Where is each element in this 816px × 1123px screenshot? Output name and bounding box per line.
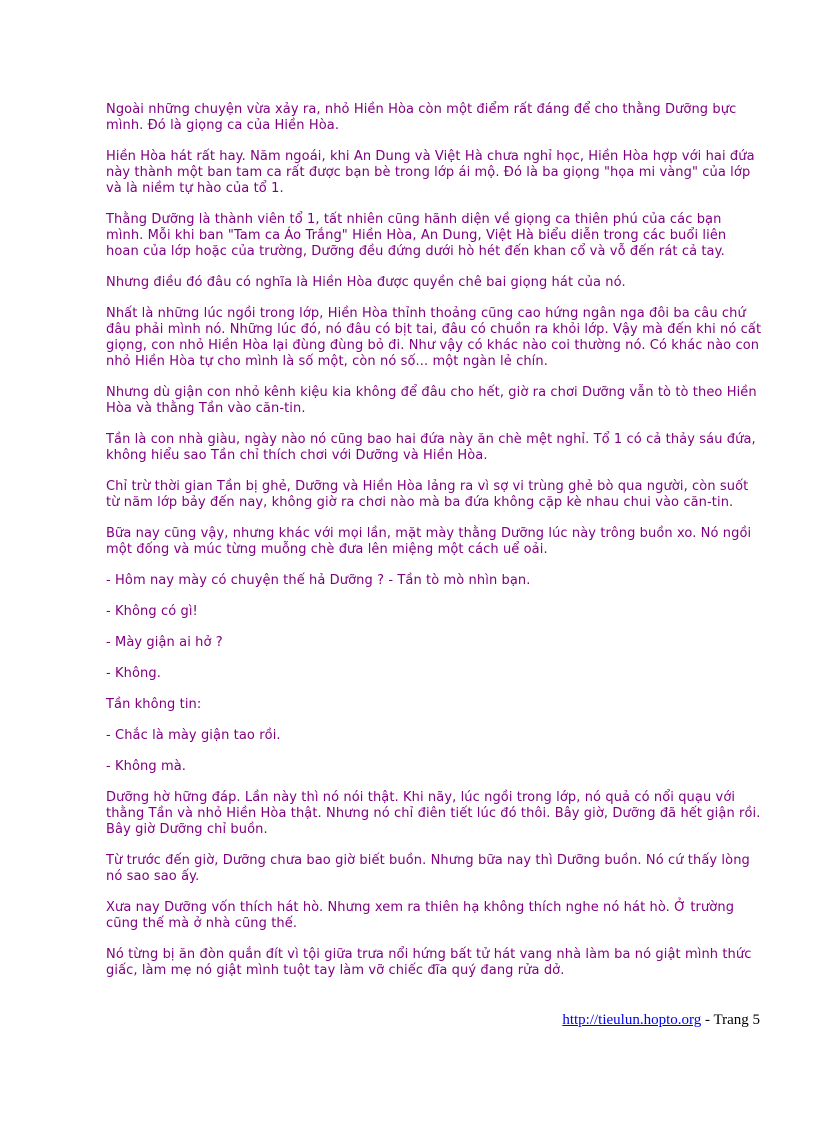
dialogue-line: - Không mà. bbox=[106, 759, 187, 774]
page-number: - Trang 5 bbox=[701, 1012, 760, 1028]
page-footer bbox=[562, 1012, 760, 1029]
paragraph: Nhất là những lúc ngồi trong lớp, Hiền Hòa thỉnh thoảng cũng cao hứng ngân nga đôi ba câu chứ đâu phải mình nó. Những lúc đó, nó đâu có bịt tai, đâu có chuồn ra khỏi lớp. Vậy mà đến khi nó cất giọng, con nhỏ Hiền Hòa lại đùng đùng bỏ đi. Như vậy có khác nào coi thường nó. Có khác nào con nhỏ Hiền Hòa tự cho mình là số một, còn nó số... một ngàn lẻ chín. bbox=[106, 306, 762, 369]
paragraph: Xưa nay Dưỡng vốn thích hát hò. Nhưng xem ra thiên hạ không thích nghe nó hát hò. Ở trường cũng thế mà ở nhà cũng thế. bbox=[106, 900, 735, 931]
story-text bbox=[106, 102, 762, 994]
dialogue-line: - Mày giận ai hở ? bbox=[106, 635, 223, 650]
dialogue-line: - Hôm nay mày có chuyện thế hả Dưỡng ? - Tần tò mò nhìn bạn. bbox=[106, 573, 531, 588]
paragraph: Bữa nay cũng vậy, nhưng khác với mọi lần, mặt mày thằng Dưỡng lúc này trông buồn xo. Nó ngồi một đống và múc từng muỗng chè đưa lên miệng một cách uể oải. bbox=[106, 526, 752, 557]
dialogue-line: - Không có gì! bbox=[106, 604, 198, 619]
paragraph: Chỉ trừ thời gian Tần bị ghẻ, Dưỡng và Hiền Hòa lảng ra vì sợ vi trùng ghẻ bò qua người, còn suốt từ năm lớp bảy đến nay, không giờ ra chơi nào mà ba đứa không cặp kè nhau chui vào căn-tin. bbox=[106, 479, 749, 510]
paragraph: Thằng Dưỡng là thành viên tổ 1, tất nhiên cũng hãnh diện về giọng ca thiên phú của các bạn mình. Mỗi khi ban "Tam ca Áo Trắng" Hiền Hòa, An Dung, Việt Hà biểu diễn trong các buổi liên hoan của lớp hoặc của trường, Dưỡng đều đứng dưới hò hét đến khan cổ và vỗ đến rát cả tay. bbox=[106, 212, 727, 259]
dialogue-line: - Chắc là mày giận tao rồi. bbox=[106, 728, 281, 743]
source-link[interactable]: http://tieulun.hopto.org bbox=[562, 1012, 702, 1028]
paragraph: Tần là con nhà giàu, ngày nào nó cũng bao hai đứa này ăn chè mệt nghỉ. Tổ 1 có cả thảy sáu đứa, không hiểu sao Tần chỉ thích chơi với Dưỡng và Hiền Hòa. bbox=[106, 432, 756, 463]
dialogue-line: - Không. bbox=[106, 666, 161, 681]
paragraph: Nó từng bị ăn đòn quắn đít vì tội giữa trưa nổi hứng bất tử hát vang nhà làm ba nó giật mình thức giấc, làm mẹ nó giật mình tuột tay làm vỡ chiếc đĩa quý đang rửa dở. bbox=[106, 947, 752, 978]
paragraph: Nhưng điều đó đâu có nghĩa là Hiền Hòa được quyền chê bai giọng hát của nó. bbox=[106, 275, 626, 290]
paragraph: Từ trước đến giờ, Dưỡng chưa bao giờ biết buồn. Nhưng bữa nay thì Dưỡng buồn. Nó cứ thấy lòng nó sao sao ấy. bbox=[106, 853, 750, 884]
paragraph: Dưỡng hờ hững đáp. Lần này thì nó nói thật. Khi nãy, lúc ngồi trong lớp, nó quả có nổi quạu với thằng Tần và nhỏ Hiền Hòa thật. Nhưng nó chỉ điên tiết lúc đó thôi. Bây giờ, Dưỡng đã hết giận rồi. Bây giờ Dưỡng chỉ buồn. bbox=[106, 790, 761, 837]
paragraph: Tần không tin: bbox=[106, 697, 202, 712]
paragraph: Nhưng dù giận con nhỏ kênh kiệu kia không để đâu cho hết, giờ ra chơi Dưỡng vẫn tò tò theo Hiền Hòa và thằng Tần vào căn-tin. bbox=[106, 385, 757, 416]
paragraph: Hiền Hòa hát rất hay. Năm ngoái, khi An Dung và Việt Hà chưa nghỉ học, Hiền Hòa hợp với hai đứa này thành một ban tam ca rất được bạn bè trong lớp ái mộ. Đó là ba giọng "họa mi vàng" của lớp và là niềm tự hào của tổ 1. bbox=[106, 149, 755, 196]
paragraph: Ngoài những chuyện vừa xảy ra, nhỏ Hiền Hòa còn một điểm rất đáng để cho thằng Dưỡng bực mình. Đó là giọng ca của Hiền Hòa. bbox=[106, 102, 737, 133]
